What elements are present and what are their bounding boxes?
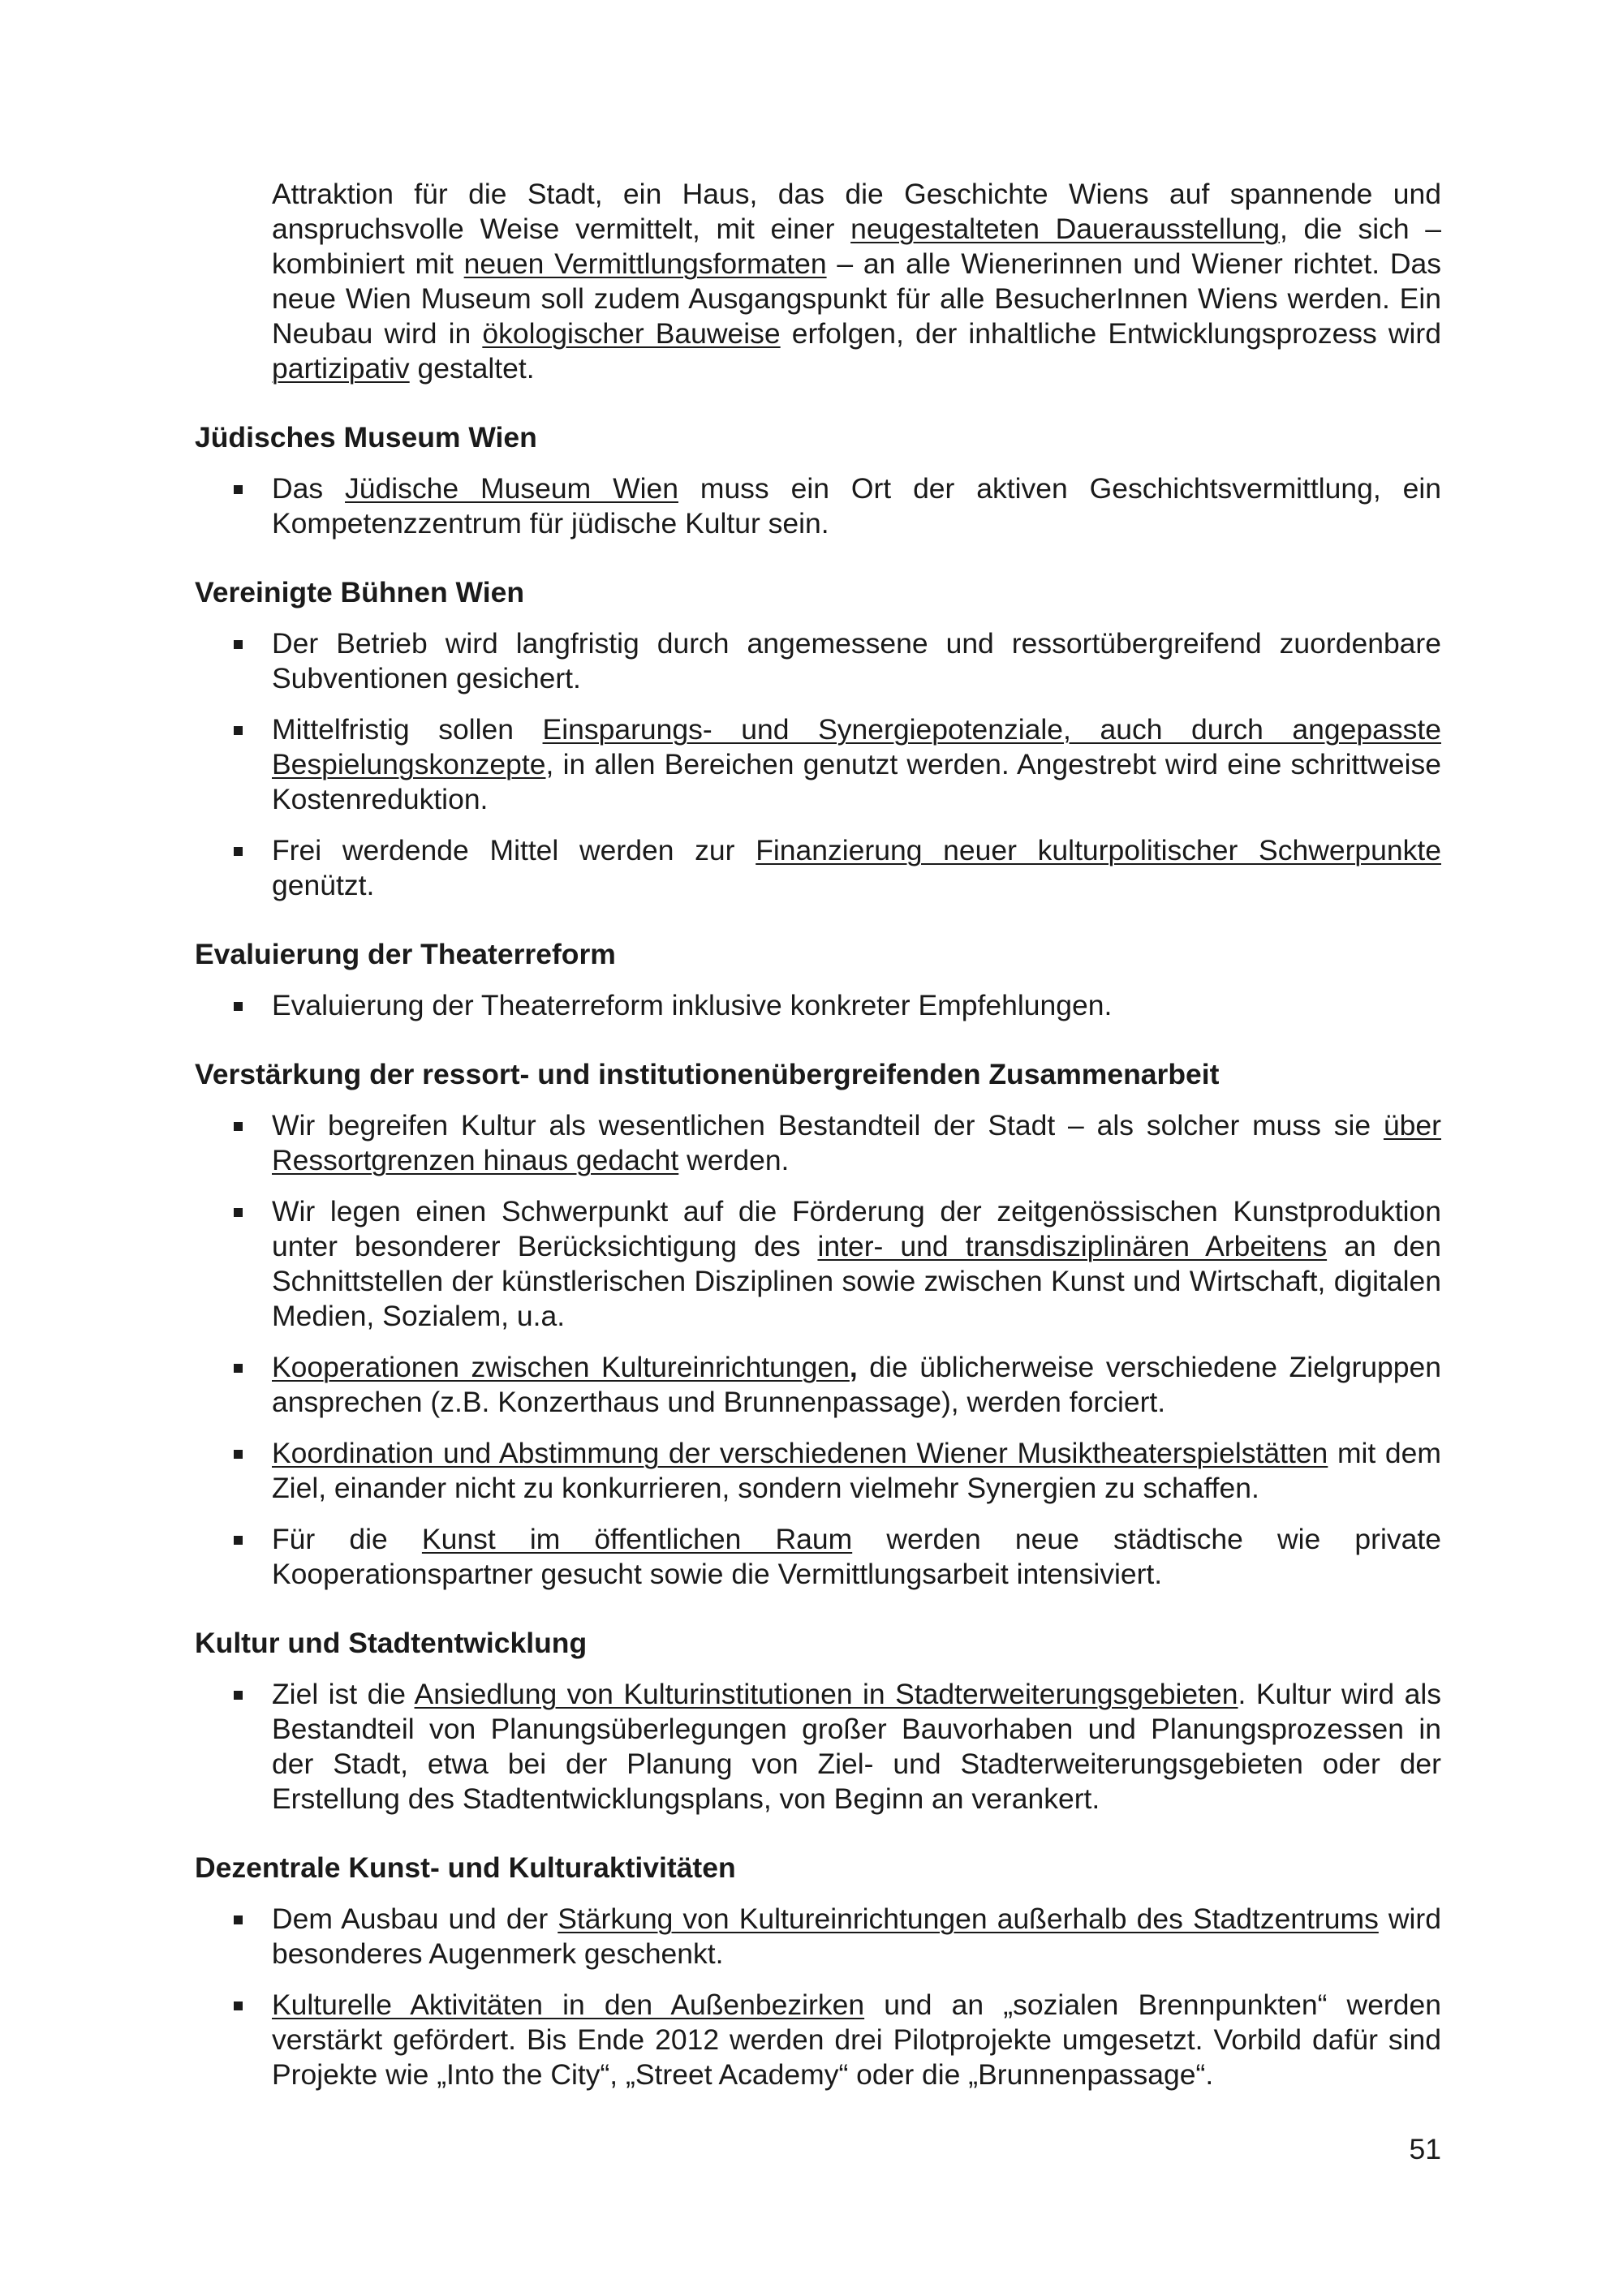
square-bullet-icon bbox=[234, 1691, 243, 1700]
list-item: Für die Kunst im öffentlichen Raum werden neue städtische wie private Kooperationspartner gesucht sowie die Vermittlungsarbeit intensiviert. bbox=[195, 1522, 1441, 1592]
list-item: Mittelfristig sollen Einsparungs- und Synergiepotenziale, auch durch angepasste Bespielungskonzepte, in allen Bereichen genutzt werden. Angestrebt wird eine schrittweise Kostenreduktion. bbox=[195, 712, 1441, 817]
square-bullet-icon bbox=[234, 1122, 243, 1131]
list-item: Kooperationen zwischen Kultureinrichtungen, die üblicherweise verschiedene Zielgruppen ansprechen (z.B. Konzerthaus und Brunnenpassage), werden forciert. bbox=[195, 1350, 1441, 1420]
list-item: Evaluierung der Theaterreform inklusive konkreter Empfehlungen. bbox=[195, 988, 1441, 1023]
underlined-phrase: ökologischer Bauweise bbox=[482, 317, 781, 350]
list-item: Wir legen einen Schwerpunkt auf die Förderung der zeitgenössischen Kunstproduktion unter besonderer Berücksichtigung des inter- und transdisziplinären Arbeitens an den Schnittstellen der künstlerischen Disziplinen sowie zwischen Kunst und Wirtschaft, digitalen Medien, Sozialem, u.a. bbox=[195, 1194, 1441, 1334]
square-bullet-icon bbox=[234, 1450, 243, 1459]
square-bullet-icon bbox=[234, 847, 243, 856]
list-item: Der Betrieb wird langfristig durch angemessene und ressortübergreifend zuordenbare Subventionen gesichert. bbox=[195, 626, 1441, 696]
section-heading-juedisches-museum: Jüdisches Museum Wien bbox=[195, 421, 537, 454]
page-content bbox=[195, 177, 1441, 2092]
list-item: Kulturelle Aktivitäten in den Außenbezirken und an „sozialen Brennpunkten“ werden verstärkt gefördert. Bis Ende 2012 werden drei Pilotprojekte umgesetzt. Vorbild dafür sind Projekte wie „Into the City“, „Street Academy“ oder die „Brunnenpassage“. bbox=[195, 1988, 1441, 2092]
page-number: 51 bbox=[1409, 2133, 1441, 2165]
list-item: Frei werdende Mittel werden zur Finanzierung neuer kulturpolitischer Schwerpunkte genützt. bbox=[195, 833, 1441, 903]
square-bullet-icon bbox=[234, 1536, 243, 1545]
bullet-list bbox=[195, 471, 1441, 541]
bullet-list bbox=[195, 626, 1441, 903]
list-item: Das Jüdische Museum Wien muss ein Ort der aktiven Geschichtsvermittlung, ein Kompetenzzentrum für jüdische Kultur sein. bbox=[195, 471, 1441, 541]
intro-paragraph: Attraktion für die Stadt, ein Haus, das die Geschichte Wiens auf spannende und anspruchsvolle Weise vermittelt, mit einer neugestalteten Dauerausstellung, die sich – kombiniert mit neuen Vermittlungsformaten – an alle Wienerinnen und Wiener richtet. Das neue Wien Museum soll zudem Ausgangspunkt für alle BesucherInnen Wiens werden. Ein Neubau wird in ökologischer Bauweise erfolgen, der inhaltliche Entwicklungsprozess wird partizipativ gestaltet. bbox=[272, 178, 1441, 385]
list-item: Wir begreifen Kultur als wesentlichen Bestandteil der Stadt – als solcher muss sie über Ressortgrenzen hinaus gedacht werden. bbox=[195, 1108, 1441, 1178]
square-bullet-icon bbox=[234, 640, 243, 649]
bullet-list bbox=[195, 988, 1441, 1023]
square-bullet-icon bbox=[234, 1002, 243, 1011]
list-item: Ziel ist die Ansiedlung von Kulturinstitutionen in Stadterweiterungsgebieten. Kultur wird als Bestandteil von Planungsüberlegungen großer Bauvorhaben und Planungsprozessen in der Stadt, etwa bei der Planung von Ziel- und Stadterweiterungsgebieten oder der Erstellung des Stadtentwicklungsplans, von Beginn an verankert. bbox=[195, 1677, 1441, 1817]
underlined-phrase: neuen Vermittlungsformaten bbox=[463, 247, 827, 280]
section-heading-zusammenarbeit: Verstärkung der ressort- und institutionenübergreifenden Zusammenarbeit bbox=[195, 1058, 1220, 1090]
square-bullet-icon bbox=[234, 485, 243, 494]
square-bullet-icon bbox=[234, 726, 243, 735]
section-heading-stadtentwicklung: Kultur und Stadtentwicklung bbox=[195, 1627, 588, 1659]
bullet-list bbox=[195, 1677, 1441, 1817]
list-item: Koordination und Abstimmung der verschiedenen Wiener Musiktheaterspielstätten mit dem Ziel, einander nicht zu konkurrieren, sondern vielmehr Synergien zu schaffen. bbox=[195, 1436, 1441, 1506]
square-bullet-icon bbox=[234, 1208, 243, 1217]
bullet-list bbox=[195, 1108, 1441, 1592]
underlined-phrase: neugestalteten Dauerausstellung bbox=[850, 213, 1280, 245]
bullet-list bbox=[195, 1902, 1441, 2092]
list-item: Dem Ausbau und der Stärkung von Kultureinrichtungen außerhalb des Stadtzentrums wird besonderes Augenmerk geschenkt. bbox=[195, 1902, 1441, 1971]
underlined-phrase: partizipativ bbox=[272, 352, 410, 385]
square-bullet-icon bbox=[234, 1915, 243, 1924]
square-bullet-icon bbox=[234, 1364, 243, 1373]
square-bullet-icon bbox=[234, 2001, 243, 2010]
section-heading-theaterreform: Evaluierung der Theaterreform bbox=[195, 938, 616, 970]
section-heading-vereinigte-buehnen: Vereinigte Bühnen Wien bbox=[195, 576, 525, 608]
section-heading-dezentrale-kultur: Dezentrale Kunst- und Kulturaktivitäten bbox=[195, 1851, 736, 1884]
